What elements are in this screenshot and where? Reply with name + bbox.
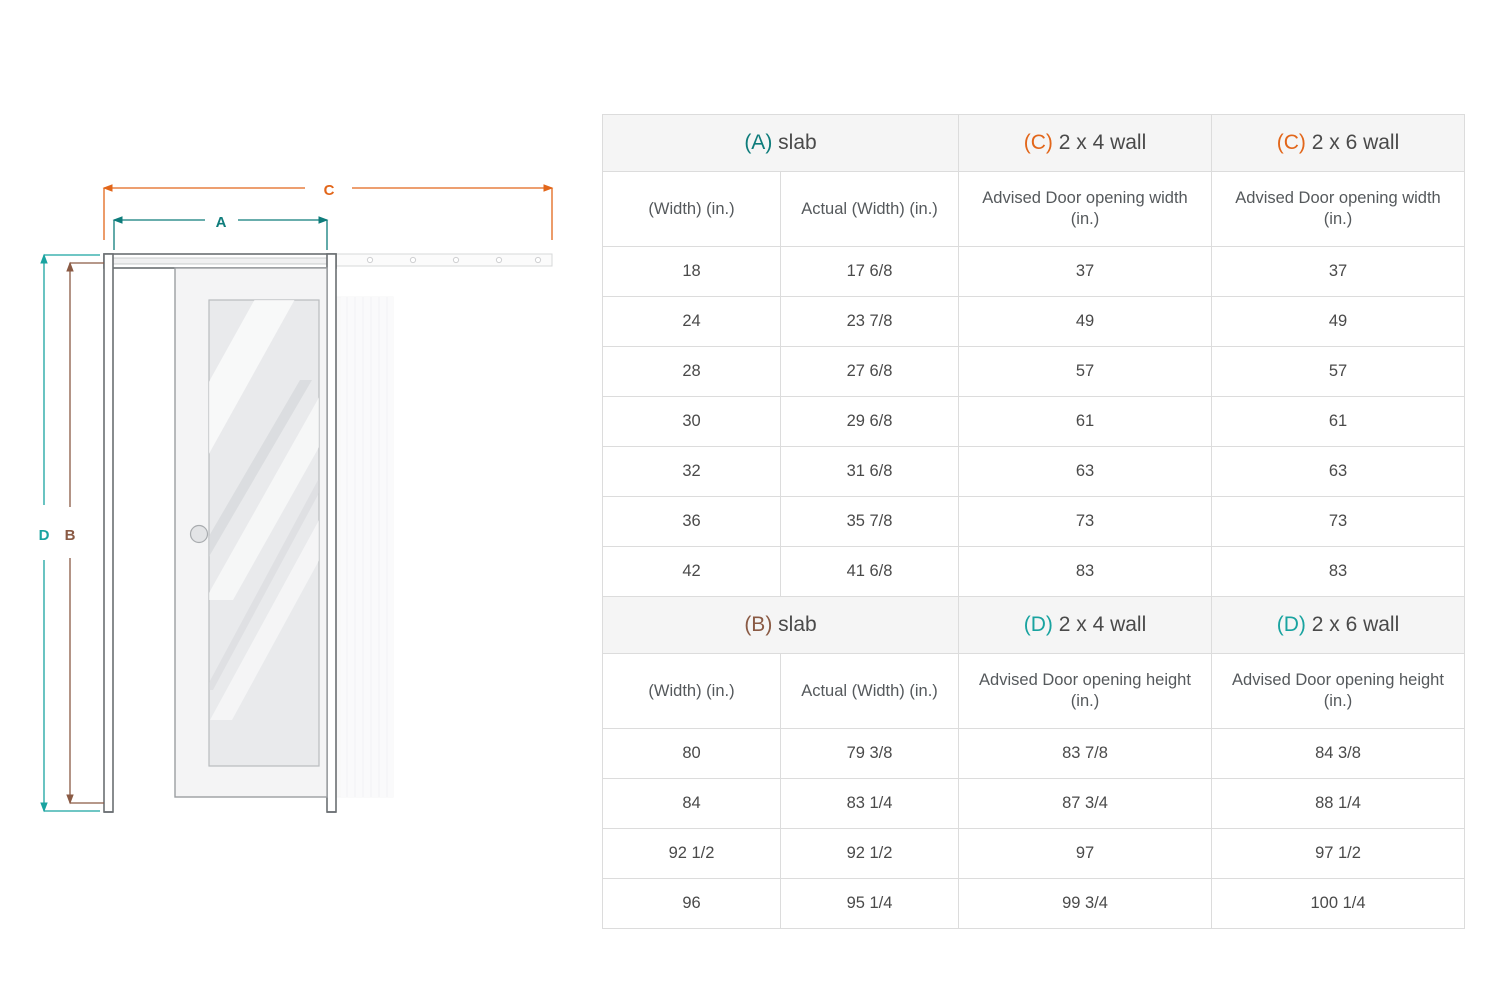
cell-width: 30 — [603, 397, 781, 447]
subheader-opening-height-2x6: Advised Door opening height (in.) — [1212, 654, 1465, 729]
cell-actual-height: 95 1/4 — [781, 879, 959, 929]
overhead-track — [336, 254, 552, 266]
table-row — [603, 447, 1465, 497]
subheader-actual-width: Actual (Width) (in.) — [781, 172, 959, 247]
subheader-opening-height-2x4: Advised Door opening height (in.) — [959, 654, 1212, 729]
table-row — [603, 829, 1465, 879]
cell-opening-2x4: 73 — [959, 497, 1212, 547]
cell-actual-width: 31 6/8 — [781, 447, 959, 497]
cell-opening-2x4: 61 — [959, 397, 1212, 447]
group-header-b-slab — [603, 597, 959, 654]
cell-opening-height-2x4: 87 3/4 — [959, 779, 1212, 829]
group-header-c-2x4 — [959, 115, 1212, 172]
cell-width: 24 — [603, 297, 781, 347]
subheader-width: (Width) (in.) — [603, 172, 781, 247]
table-row — [603, 397, 1465, 447]
cell-opening-2x6: 63 — [1212, 447, 1465, 497]
group-header-c-2x6 — [1212, 115, 1465, 172]
cell-opening-2x4: 37 — [959, 247, 1212, 297]
cell-opening-2x6: 73 — [1212, 497, 1465, 547]
group-title-c-2x6: 2 x 6 wall — [1311, 131, 1400, 154]
dimension-c-label: C — [323, 182, 335, 199]
cell-width: 32 — [603, 447, 781, 497]
cell-opening-height-2x6: 88 1/4 — [1212, 779, 1465, 829]
group-title-a: slab — [778, 131, 817, 154]
cell-opening-height-2x6: 100 1/4 — [1212, 879, 1465, 929]
cell-opening-height-2x4: 99 3/4 — [959, 879, 1212, 929]
cell-actual-width: 35 7/8 — [781, 497, 959, 547]
table-row — [603, 347, 1465, 397]
subheader-opening-width-2x4: Advised Door opening width (in.) — [959, 172, 1212, 247]
table-row — [603, 779, 1465, 829]
subheader-row-width — [603, 172, 1465, 247]
cell-opening-height-2x4: 83 7/8 — [959, 729, 1212, 779]
cell-width: 36 — [603, 497, 781, 547]
tag-b: (B) — [744, 613, 773, 636]
cell-actual-width: 17 6/8 — [781, 247, 959, 297]
cell-actual-height: 92 1/2 — [781, 829, 959, 879]
group-header-row-width — [603, 115, 1465, 172]
cell-height: 92 1/2 — [603, 829, 781, 879]
cell-height: 96 — [603, 879, 781, 929]
door-diagram — [0, 0, 600, 1000]
cell-actual-width: 41 6/8 — [781, 547, 959, 597]
cell-width: 18 — [603, 247, 781, 297]
dimension-a-label: A — [215, 214, 227, 231]
table-row — [603, 297, 1465, 347]
cell-opening-2x6: 49 — [1212, 297, 1465, 347]
cell-width: 28 — [603, 347, 781, 397]
group-header-row-height — [603, 597, 1465, 654]
cell-opening-height-2x4: 97 — [959, 829, 1212, 879]
group-header-a-slab — [603, 115, 959, 172]
cell-opening-height-2x6: 97 1/2 — [1212, 829, 1465, 879]
table-row — [603, 497, 1465, 547]
cell-actual-width: 27 6/8 — [781, 347, 959, 397]
cell-opening-2x4: 83 — [959, 547, 1212, 597]
dimension-b-label: B — [64, 527, 76, 544]
cell-opening-2x4: 57 — [959, 347, 1212, 397]
tag-d-2x4: (D) — [1023, 613, 1053, 636]
pocket-ghost-door — [335, 297, 393, 797]
cell-opening-2x6: 61 — [1212, 397, 1465, 447]
cell-opening-2x6: 83 — [1212, 547, 1465, 597]
cell-opening-2x6: 37 — [1212, 247, 1465, 297]
cell-actual-width: 29 6/8 — [781, 397, 959, 447]
specs-table — [602, 114, 1465, 929]
door-diagram-panel — [0, 0, 600, 1000]
subheader-height: (Width) (in.) — [603, 654, 781, 729]
cell-opening-2x6: 57 — [1212, 347, 1465, 397]
group-header-d-2x4 — [959, 597, 1212, 654]
cell-height: 80 — [603, 729, 781, 779]
cell-opening-2x4: 63 — [959, 447, 1212, 497]
cell-actual-width: 23 7/8 — [781, 297, 959, 347]
subheader-actual-height: Actual (Width) (in.) — [781, 654, 959, 729]
tag-a: (A) — [744, 131, 773, 154]
tag-c-2x6: (C) — [1276, 131, 1306, 154]
cell-width: 42 — [603, 547, 781, 597]
group-title-d-2x6: 2 x 6 wall — [1311, 613, 1400, 636]
door-knob — [191, 526, 208, 543]
cell-actual-height: 79 3/8 — [781, 729, 959, 779]
subheader-opening-width-2x6: Advised Door opening width (in.) — [1212, 172, 1465, 247]
table-row — [603, 879, 1465, 929]
group-header-d-2x6 — [1212, 597, 1465, 654]
cell-opening-2x4: 49 — [959, 297, 1212, 347]
group-title-c-2x4: 2 x 4 wall — [1058, 131, 1147, 154]
cell-actual-height: 83 1/4 — [781, 779, 959, 829]
subheader-row-height — [603, 654, 1465, 729]
group-title-b: slab — [778, 613, 817, 636]
group-title-d-2x4: 2 x 4 wall — [1058, 613, 1147, 636]
tag-d-2x6: (D) — [1276, 613, 1306, 636]
dimension-d-label: D — [38, 527, 50, 544]
cell-height: 84 — [603, 779, 781, 829]
tag-c-2x4: (C) — [1023, 131, 1053, 154]
cell-opening-height-2x6: 84 3/8 — [1212, 729, 1465, 779]
table-row — [603, 247, 1465, 297]
specs-table-panel — [602, 114, 1464, 929]
table-row — [603, 729, 1465, 779]
table-row — [603, 547, 1465, 597]
